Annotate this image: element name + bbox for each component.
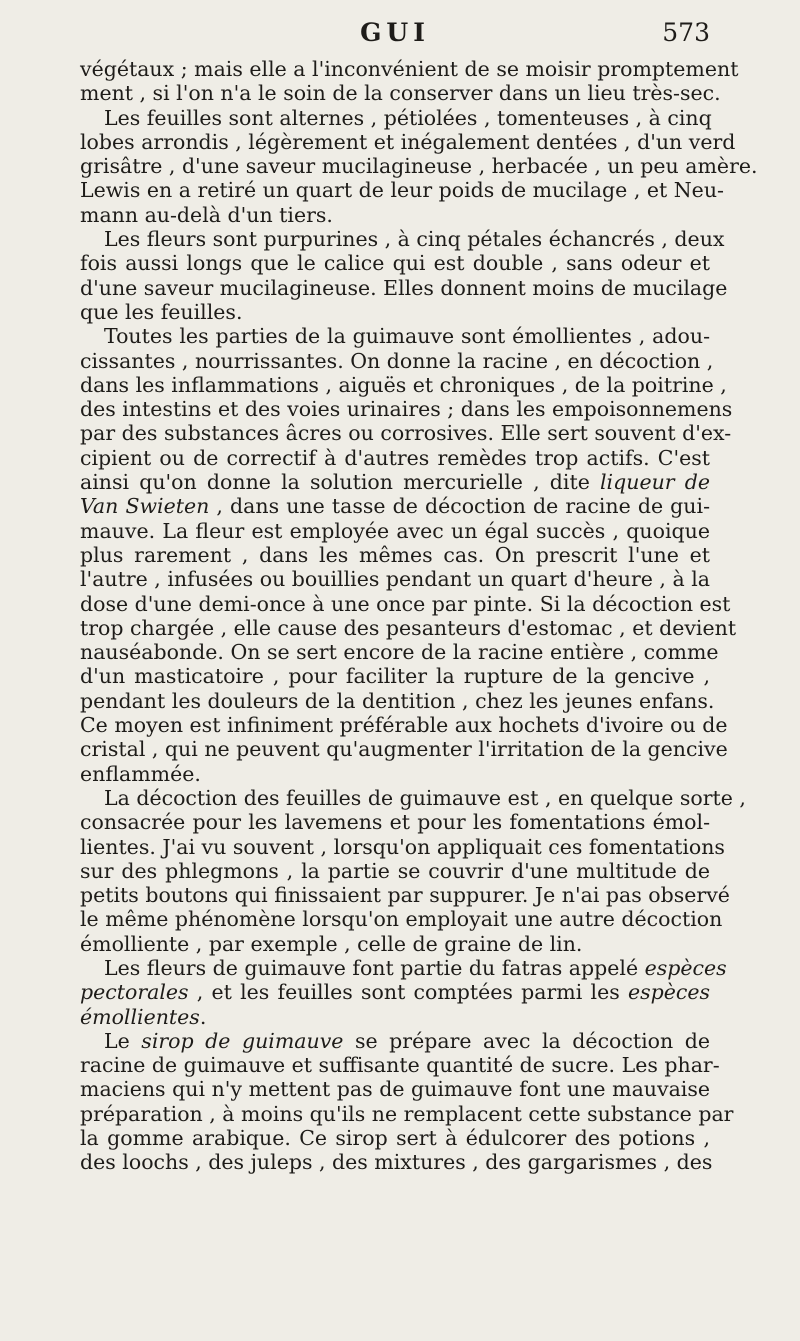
text-line: racine de guimauve et suffisante quantité de sucre. Les phar- bbox=[80, 1053, 720, 1078]
italic-term: pectorales bbox=[80, 980, 189, 1005]
page-number: 573 bbox=[662, 18, 710, 47]
text-line: émolliente , par exemple , celle de graine de lin. bbox=[80, 931, 583, 956]
italic-term: sirop de guimauve bbox=[141, 1028, 344, 1053]
text-line: La décoction des feuilles de guimauve est , en quelque sorte , bbox=[104, 785, 746, 810]
text-line: mauve. La fleur est employée avec un égal succès , quoique bbox=[80, 518, 710, 543]
text-line: lientes. J'ai vu souvent , lorsqu'on appliquait ces fomentations bbox=[80, 834, 725, 859]
text-line: enflammée. bbox=[80, 761, 201, 786]
text-line: Les feuilles sont alternes , pétiolées , tomenteuses , à cinq bbox=[104, 105, 712, 130]
text-line: végétaux ; mais elle a l'inconvénient de se moisir promptement bbox=[80, 57, 739, 81]
italic-term: émollientes bbox=[80, 1004, 200, 1029]
text-run: . bbox=[199, 1004, 207, 1029]
text-line bbox=[80, 494, 710, 518]
text-line: des loochs , des juleps , des mixtures , des gargarismes , des bbox=[80, 1150, 713, 1175]
text-line: fois aussi longs que le calice qui est double , sans odeur et bbox=[80, 251, 710, 276]
italic-term: espèces bbox=[644, 955, 727, 980]
text-line: pendant les douleurs de la dentition , chez les jeunes enfans. bbox=[80, 688, 715, 713]
text-line bbox=[80, 1029, 710, 1053]
text-line: l'autre , infusées ou bouillies pendant un quart d'heure , à la bbox=[80, 567, 710, 592]
text-line bbox=[80, 955, 727, 980]
text-line: d'un masticatoire , pour faciliter la rupture de la gencive , bbox=[80, 664, 710, 689]
text-line: nauséabonde. On se sert encore de la racine entière , comme bbox=[80, 640, 719, 665]
text-line: grisâtre , d'une saveur mucilagineuse , herbacée , un peu amère. bbox=[80, 154, 758, 179]
italic-term: liqueur de bbox=[600, 470, 710, 495]
text-line: d'une saveur mucilagineuse. Elles donnent moins de mucilage bbox=[80, 275, 728, 300]
text-line: petits boutons qui finissaient par suppurer. Je n'ai pas observé bbox=[80, 883, 730, 908]
page-header bbox=[80, 18, 710, 54]
running-head: GUI bbox=[360, 18, 430, 47]
text-line: que les feuilles. bbox=[80, 299, 243, 324]
text-run: , et les feuilles sont comptées parmi les bbox=[188, 980, 628, 1005]
text-line: dans les inflammations , aiguës et chroniques , de la poitrine , bbox=[80, 372, 727, 397]
text-line: Toutes les parties de la guimauve sont émollientes , adou- bbox=[104, 324, 710, 349]
text-line: plus rarement , dans les mêmes cas. On prescrit l'une et bbox=[80, 542, 710, 567]
text-line: lobes arrondis , légèrement et inégalement dentées , d'un verd bbox=[80, 129, 736, 154]
text-line: la gomme arabique. Ce sirop sert à édulcorer des potions , bbox=[80, 1126, 710, 1151]
text-line: cissantes , nourrissantes. On donne la racine , en décoction , bbox=[80, 348, 714, 373]
text-line: préparation , à moins qu'ils ne remplacent cette substance par bbox=[80, 1101, 734, 1126]
text-line: ment , si l'on n'a le soin de la conserver dans un lieu très-sec. bbox=[80, 81, 721, 106]
text-run: Le bbox=[104, 1028, 142, 1053]
text-line: cipient ou de correctif à d'autres remèdes trop actifs. C'est bbox=[80, 445, 710, 470]
text-line: consacrée pour les lavemens et pour les fomentations émol- bbox=[80, 810, 710, 835]
text-run: Les fleurs de guimauve font partie du fatras appelé bbox=[104, 955, 645, 980]
text-run: , dans une tasse de décoction de racine de gui- bbox=[209, 494, 710, 519]
text-line: dose d'une demi-once à une once par pinte. Si la décoction est bbox=[80, 591, 731, 616]
text-line: trop chargée , elle cause des pesanteurs d'estomac , et devient bbox=[80, 615, 737, 640]
text-line: maciens qui n'y mettent pas de guimauve font une mauvaise bbox=[80, 1077, 710, 1102]
text-line: Les fleurs sont purpurines , à cinq pétales échancrés , deux bbox=[104, 227, 725, 252]
text-line: mann au-delà d'un tiers. bbox=[80, 202, 333, 227]
text-line: Lewis en a retiré un quart de leur poids de mucilage , et Neu- bbox=[80, 178, 724, 203]
text-line: Ce moyen est infiniment préférable aux hochets d'ivoire ou de bbox=[80, 713, 728, 738]
text-line bbox=[80, 1005, 710, 1029]
body-text bbox=[80, 57, 758, 1175]
italic-term: Van Swieten bbox=[80, 494, 210, 519]
text-run: ainsi qu'on donne la solution mercurielle , dite bbox=[80, 470, 600, 495]
text-line: cristal , qui ne peuvent qu'augmenter l'irritation de la gencive bbox=[80, 737, 728, 762]
text-line bbox=[80, 470, 710, 494]
italic-term: espèces bbox=[627, 980, 710, 1005]
text-line: par des substances âcres ou corrosives. Elle sert souvent d'ex- bbox=[80, 421, 732, 446]
text-run: se prépare avec la décoction de bbox=[343, 1028, 711, 1053]
text-line: sur des phlegmons , la partie se couvrir d'une multitude de bbox=[80, 858, 710, 883]
text-line: des intestins et des voies urinaires ; dans les empoisonnemens bbox=[80, 397, 733, 422]
text-line: le même phénomène lorsqu'on employait une autre décoction bbox=[80, 907, 723, 932]
text-line bbox=[80, 980, 710, 1004]
